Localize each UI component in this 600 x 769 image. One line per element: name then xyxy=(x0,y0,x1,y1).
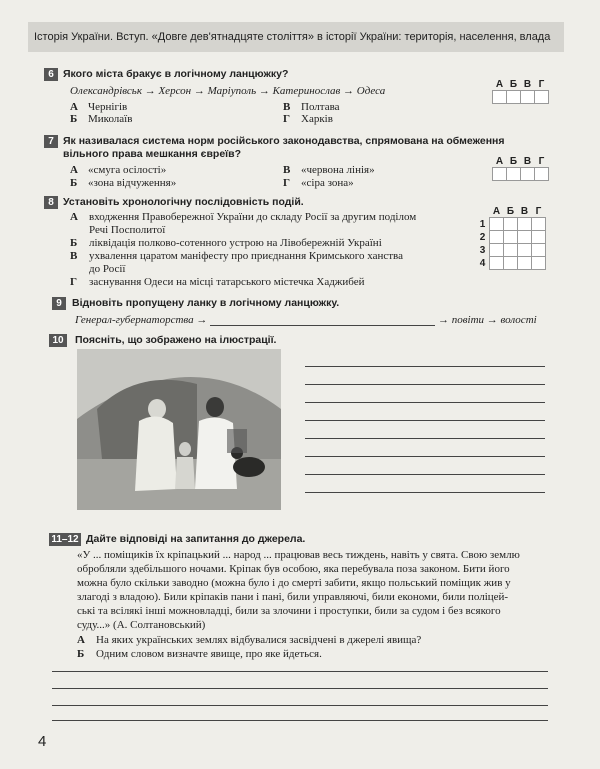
question-7-text-line2: вільного права мешкання євреїв? xyxy=(63,148,241,160)
answer-line-11[interactable] xyxy=(52,720,548,721)
question-6-text: Якого міста бракує в логічному ланцюжку? xyxy=(63,68,289,80)
source-line-4: злагоді з владою). Били кріпаків пани і пані, били управляючі, били економи, били поліцей- xyxy=(77,591,509,603)
answer-line-10[interactable] xyxy=(305,492,545,493)
answer-cell[interactable] xyxy=(504,244,518,257)
answer-cell[interactable] xyxy=(493,91,507,104)
question-number-6: 6 xyxy=(44,68,58,81)
answer-line-11[interactable] xyxy=(52,671,548,672)
answer-grid-6: А Б В Г xyxy=(492,78,549,104)
option-letter-b: Б xyxy=(70,177,78,189)
answer-line-9[interactable] xyxy=(210,325,435,326)
answer-line-10[interactable] xyxy=(305,456,545,457)
answer-cell[interactable] xyxy=(504,218,518,231)
option-letter-v: В xyxy=(283,164,291,176)
chain-9-start: Генерал-губернаторства → xyxy=(75,314,208,326)
answer-cell[interactable] xyxy=(518,244,532,257)
question-number-9: 9 xyxy=(52,297,66,310)
subquestion-letter-b: Б xyxy=(77,648,85,660)
option-7g[interactable]: «сіра зона» xyxy=(301,177,354,189)
question-number-7: 7 xyxy=(44,135,58,148)
event-8a-line2: Речі Посполитої xyxy=(89,224,166,236)
answer-cell[interactable] xyxy=(535,91,549,104)
answer-cell[interactable] xyxy=(532,231,546,244)
answer-cell[interactable] xyxy=(490,257,504,270)
option-7b[interactable]: «зона відчуження» xyxy=(88,177,177,189)
option-7a[interactable]: «смуга осілості» xyxy=(88,164,167,176)
answer-cell[interactable] xyxy=(490,231,504,244)
answer-cell[interactable] xyxy=(532,257,546,270)
source-line-6: суду...» (А. Солтановський) xyxy=(77,619,206,631)
answer-cell[interactable] xyxy=(518,218,532,231)
question-number-11-12: 11–12 xyxy=(49,533,81,546)
answer-line-10[interactable] xyxy=(305,438,545,439)
answer-grid-7: А Б В Г xyxy=(492,155,549,181)
answer-line-11[interactable] xyxy=(52,688,548,689)
event-8v-line2: до Росії xyxy=(89,263,126,275)
option-6a[interactable]: Чернігів xyxy=(88,101,128,113)
event-8v-line1: ухвалення царатом маніфесту про приєднання Кримського ханства xyxy=(89,250,403,262)
question-9-text: Відновіть пропущену ланку в логічному ланцюжку. xyxy=(72,297,340,309)
answer-line-10[interactable] xyxy=(305,402,545,403)
answer-cell[interactable] xyxy=(504,257,518,270)
answer-line-10[interactable] xyxy=(305,420,545,421)
option-letter-g: Г xyxy=(283,177,290,189)
answer-cell[interactable] xyxy=(518,231,532,244)
answer-line-10[interactable] xyxy=(305,366,545,367)
answer-cell[interactable] xyxy=(521,168,535,181)
option-letter-g: Г xyxy=(283,113,290,125)
page-number: 4 xyxy=(38,733,47,750)
answer-cell[interactable] xyxy=(532,244,546,257)
chain-9-end: → повіти → волості xyxy=(438,314,537,326)
source-line-5: ські та всілякі інші можновладці, били за злочини і проступки, били за судом і без всякого xyxy=(77,605,501,617)
subquestion-b: Одним словом визначте явище, про яке йдеться. xyxy=(96,648,322,660)
answer-cell[interactable] xyxy=(521,91,535,104)
answer-line-11[interactable] xyxy=(52,705,548,706)
question-8-text: Установіть хронологічну послідовність подій. xyxy=(63,196,304,208)
answer-cell[interactable] xyxy=(493,168,507,181)
page-header: Історія України. Вступ. «Довге дев'ятнадцяте століття» в історії України: територія, населення, влада xyxy=(28,22,564,52)
question-6-chain: Олександрівськ → Херсон → Маріуполь → Катеринослав → Одеса xyxy=(70,85,386,97)
event-8g: заснування Одеси на місці татарського містечка Хаджибей xyxy=(89,276,365,288)
option-letter-g: Г xyxy=(70,276,77,288)
answer-cell[interactable] xyxy=(535,168,549,181)
answer-cell[interactable] xyxy=(532,218,546,231)
answer-cell[interactable] xyxy=(507,168,521,181)
question-number-10: 10 xyxy=(49,334,67,347)
option-letter-b: Б xyxy=(70,113,78,125)
option-letter-a: А xyxy=(70,164,78,176)
option-letter-b: Б xyxy=(70,237,78,249)
question-11-12-text: Дайте відповіді на запитання до джерела. xyxy=(86,533,306,545)
question-7-text-line1: Як називалася система норм російського законодавства, спрямована на обмеження xyxy=(63,135,505,147)
option-letter-v: В xyxy=(283,101,291,113)
answer-cell[interactable] xyxy=(507,91,521,104)
answer-line-10[interactable] xyxy=(305,474,545,475)
option-6b[interactable]: Миколаїв xyxy=(88,113,133,125)
question-number-8: 8 xyxy=(44,196,58,209)
painting-scene xyxy=(77,349,281,510)
answer-cell[interactable] xyxy=(490,218,504,231)
option-letter-v: В xyxy=(70,250,78,262)
answer-cell[interactable] xyxy=(490,244,504,257)
source-line-1: «У ... поміщиків їх кріпацький ... народ ... працював весь тиждень, навіть у свята. Свою землю xyxy=(77,549,520,561)
source-line-2: обробляли здебільшого ночами. Кріпак був особою, яка перебувала поза законом. Бити його xyxy=(77,563,510,575)
event-8b: ліквідація полково-сотенного устрою на Лівобережній Україні xyxy=(89,237,382,249)
option-6g[interactable]: Харків xyxy=(301,113,333,125)
answer-line-10[interactable] xyxy=(305,384,545,385)
answer-grid-8: А Б В Г 1 2 3 4 xyxy=(476,205,546,270)
option-6v[interactable]: Полтава xyxy=(301,101,340,113)
illustration-painting xyxy=(77,349,281,510)
option-letter-a: А xyxy=(70,211,78,223)
subquestion-a: На яких українських землях відбувалися засвідчені в джерелі явища? xyxy=(96,634,422,646)
answer-cell[interactable] xyxy=(518,257,532,270)
option-7v[interactable]: «червона лінія» xyxy=(301,164,375,176)
question-10-text: Поясніть, що зображено на ілюстрації. xyxy=(75,334,277,346)
event-8a-line1: входження Правобережної України до складу Росії за другим поділом xyxy=(89,211,417,223)
source-line-3: можна було скільки заводно (можна було і до смерті забити, якщо польський поміщик жив у xyxy=(77,577,511,589)
option-letter-a: А xyxy=(70,101,78,113)
answer-cell[interactable] xyxy=(504,231,518,244)
subquestion-letter-a: А xyxy=(77,634,85,646)
